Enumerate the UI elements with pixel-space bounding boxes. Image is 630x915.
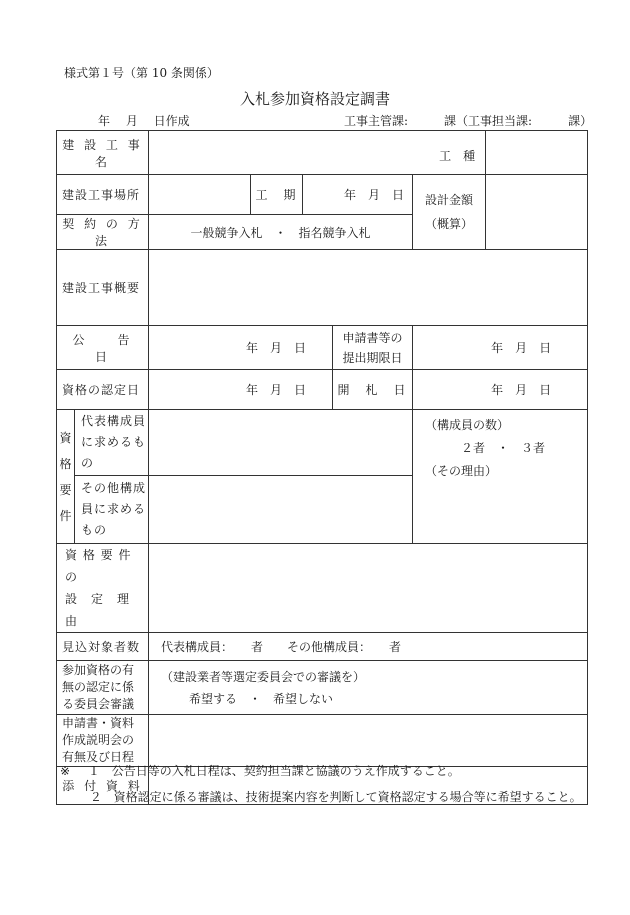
committee-note: （建設業者等選定委員会での審議を） xyxy=(161,669,366,684)
label-submission-deadline xyxy=(333,326,413,370)
label-work-type: 工 種 xyxy=(439,149,476,163)
rep-member-line1: 代表構成員 xyxy=(81,414,147,428)
note-1 xyxy=(60,758,582,784)
note-2-number: ２ xyxy=(89,790,102,804)
submission-deadline-line2: 提出期限日 xyxy=(342,350,403,365)
req-char-2: 格 xyxy=(59,456,72,471)
committee-line1: 参加資格の有 xyxy=(62,663,135,677)
member-count-cell[interactable] xyxy=(413,410,588,544)
label-attachments: 添 付 資 料 xyxy=(57,767,149,805)
field-committee-review[interactable] xyxy=(149,661,588,715)
req-char-1: 資 xyxy=(59,430,72,445)
field-rep-member-requirements[interactable] xyxy=(149,410,413,476)
note-1-text: 公告日等の入札日程は、契約担当課と協議のうえ作成すること。 xyxy=(111,764,460,778)
briefing-line1: 申請書・資料 xyxy=(62,716,135,730)
req-char-4: 件 xyxy=(59,508,72,523)
label-bid-opening-date: 開 札 日 xyxy=(333,370,413,410)
committee-line3: る委員会審議 xyxy=(62,697,135,711)
field-construction-site[interactable] xyxy=(149,175,251,215)
label-design-amount xyxy=(413,175,486,250)
member-count-reason: （その理由） xyxy=(425,464,498,478)
committee-line2: 無の認定に係 xyxy=(62,680,135,694)
field-period-date[interactable]: 年 月 日 xyxy=(303,175,413,215)
rep-member-line2: に求めるも xyxy=(81,435,147,449)
note-mark: ※ xyxy=(60,764,71,778)
member-count-options: ２者 ・ ３者 xyxy=(461,441,546,455)
req-reason-line1: 資 格 要 件 の xyxy=(65,548,132,584)
field-bid-opening-date[interactable]: 年 月 日 xyxy=(413,370,588,410)
briefing-line2: 作成説明会の xyxy=(62,733,135,747)
member-count-label: （構成員の数） xyxy=(425,418,510,432)
field-other-member-requirements[interactable] xyxy=(149,476,413,544)
label-qualification-date: 資格の認定日 xyxy=(57,370,149,410)
label-requirement-reason xyxy=(57,544,149,633)
field-requirement-reason[interactable] xyxy=(149,544,588,633)
field-design-amount[interactable] xyxy=(486,175,588,250)
work-type-cell xyxy=(439,131,588,175)
design-amount-text: 設計金額 xyxy=(425,193,474,207)
field-qualification-date[interactable]: 年 月 日 xyxy=(149,370,333,410)
document-title: 入札参加資格設定調書 xyxy=(239,90,390,108)
note-1-number: １ xyxy=(87,764,100,778)
label-construction-name: 建 設 工 事 名 xyxy=(57,131,149,175)
department-line: 工事主管課: 課（工事担当課: 課） xyxy=(344,114,593,128)
field-expected-count[interactable]: 代表構成員： 者 その他構成員： 者 xyxy=(149,633,588,661)
label-rep-member-requirements xyxy=(75,410,149,476)
label-other-member-requirements xyxy=(75,476,149,544)
other-member-line2: 員に求める xyxy=(81,502,147,516)
req-reason-line2: 設 定 理 由 xyxy=(65,592,144,628)
committee-options: 希望する ・ 希望しない xyxy=(189,691,334,706)
other-member-line1: その他構成 xyxy=(81,481,147,495)
submission-deadline-line1: 申請書等の xyxy=(342,330,403,345)
form-number: 様式第１号（第 10 条関係） xyxy=(64,66,219,80)
qualification-form-table xyxy=(56,130,588,805)
field-contract-options[interactable]: 一般競争入札 ・ 指名競争入札 xyxy=(149,215,413,250)
rep-member-line3: の xyxy=(81,456,95,470)
label-announcement-date: 公 告 日 xyxy=(57,326,149,370)
req-char-3: 要 xyxy=(59,482,72,497)
field-submission-deadline[interactable]: 年 月 日 xyxy=(413,326,588,370)
date-created: 年 月 日作成 xyxy=(98,114,190,128)
label-construction-site: 建設工事場所 xyxy=(57,175,149,215)
briefing-line3: 有無及び日程 xyxy=(62,750,135,764)
label-requirements-vertical xyxy=(57,410,75,544)
label-period: 工 期 xyxy=(251,175,303,215)
field-announcement-date[interactable]: 年 月 日 xyxy=(149,326,333,370)
design-amount-sub: （概算） xyxy=(425,217,474,231)
label-contract-method: 契 約 の 方 法 xyxy=(57,215,149,250)
other-member-line3: もの xyxy=(81,523,108,537)
field-construction-outline[interactable] xyxy=(149,250,588,326)
label-expected-count: 見込対象者数 xyxy=(57,633,149,661)
label-construction-outline: 建設工事概要 xyxy=(57,250,149,326)
notes-section xyxy=(60,758,582,810)
label-committee-review xyxy=(57,661,149,715)
note-2 xyxy=(60,784,582,810)
note-2-text: 資格認定に係る審議は、技術提案内容を判断して資格認定する場合等に希望すること。 xyxy=(113,790,582,804)
